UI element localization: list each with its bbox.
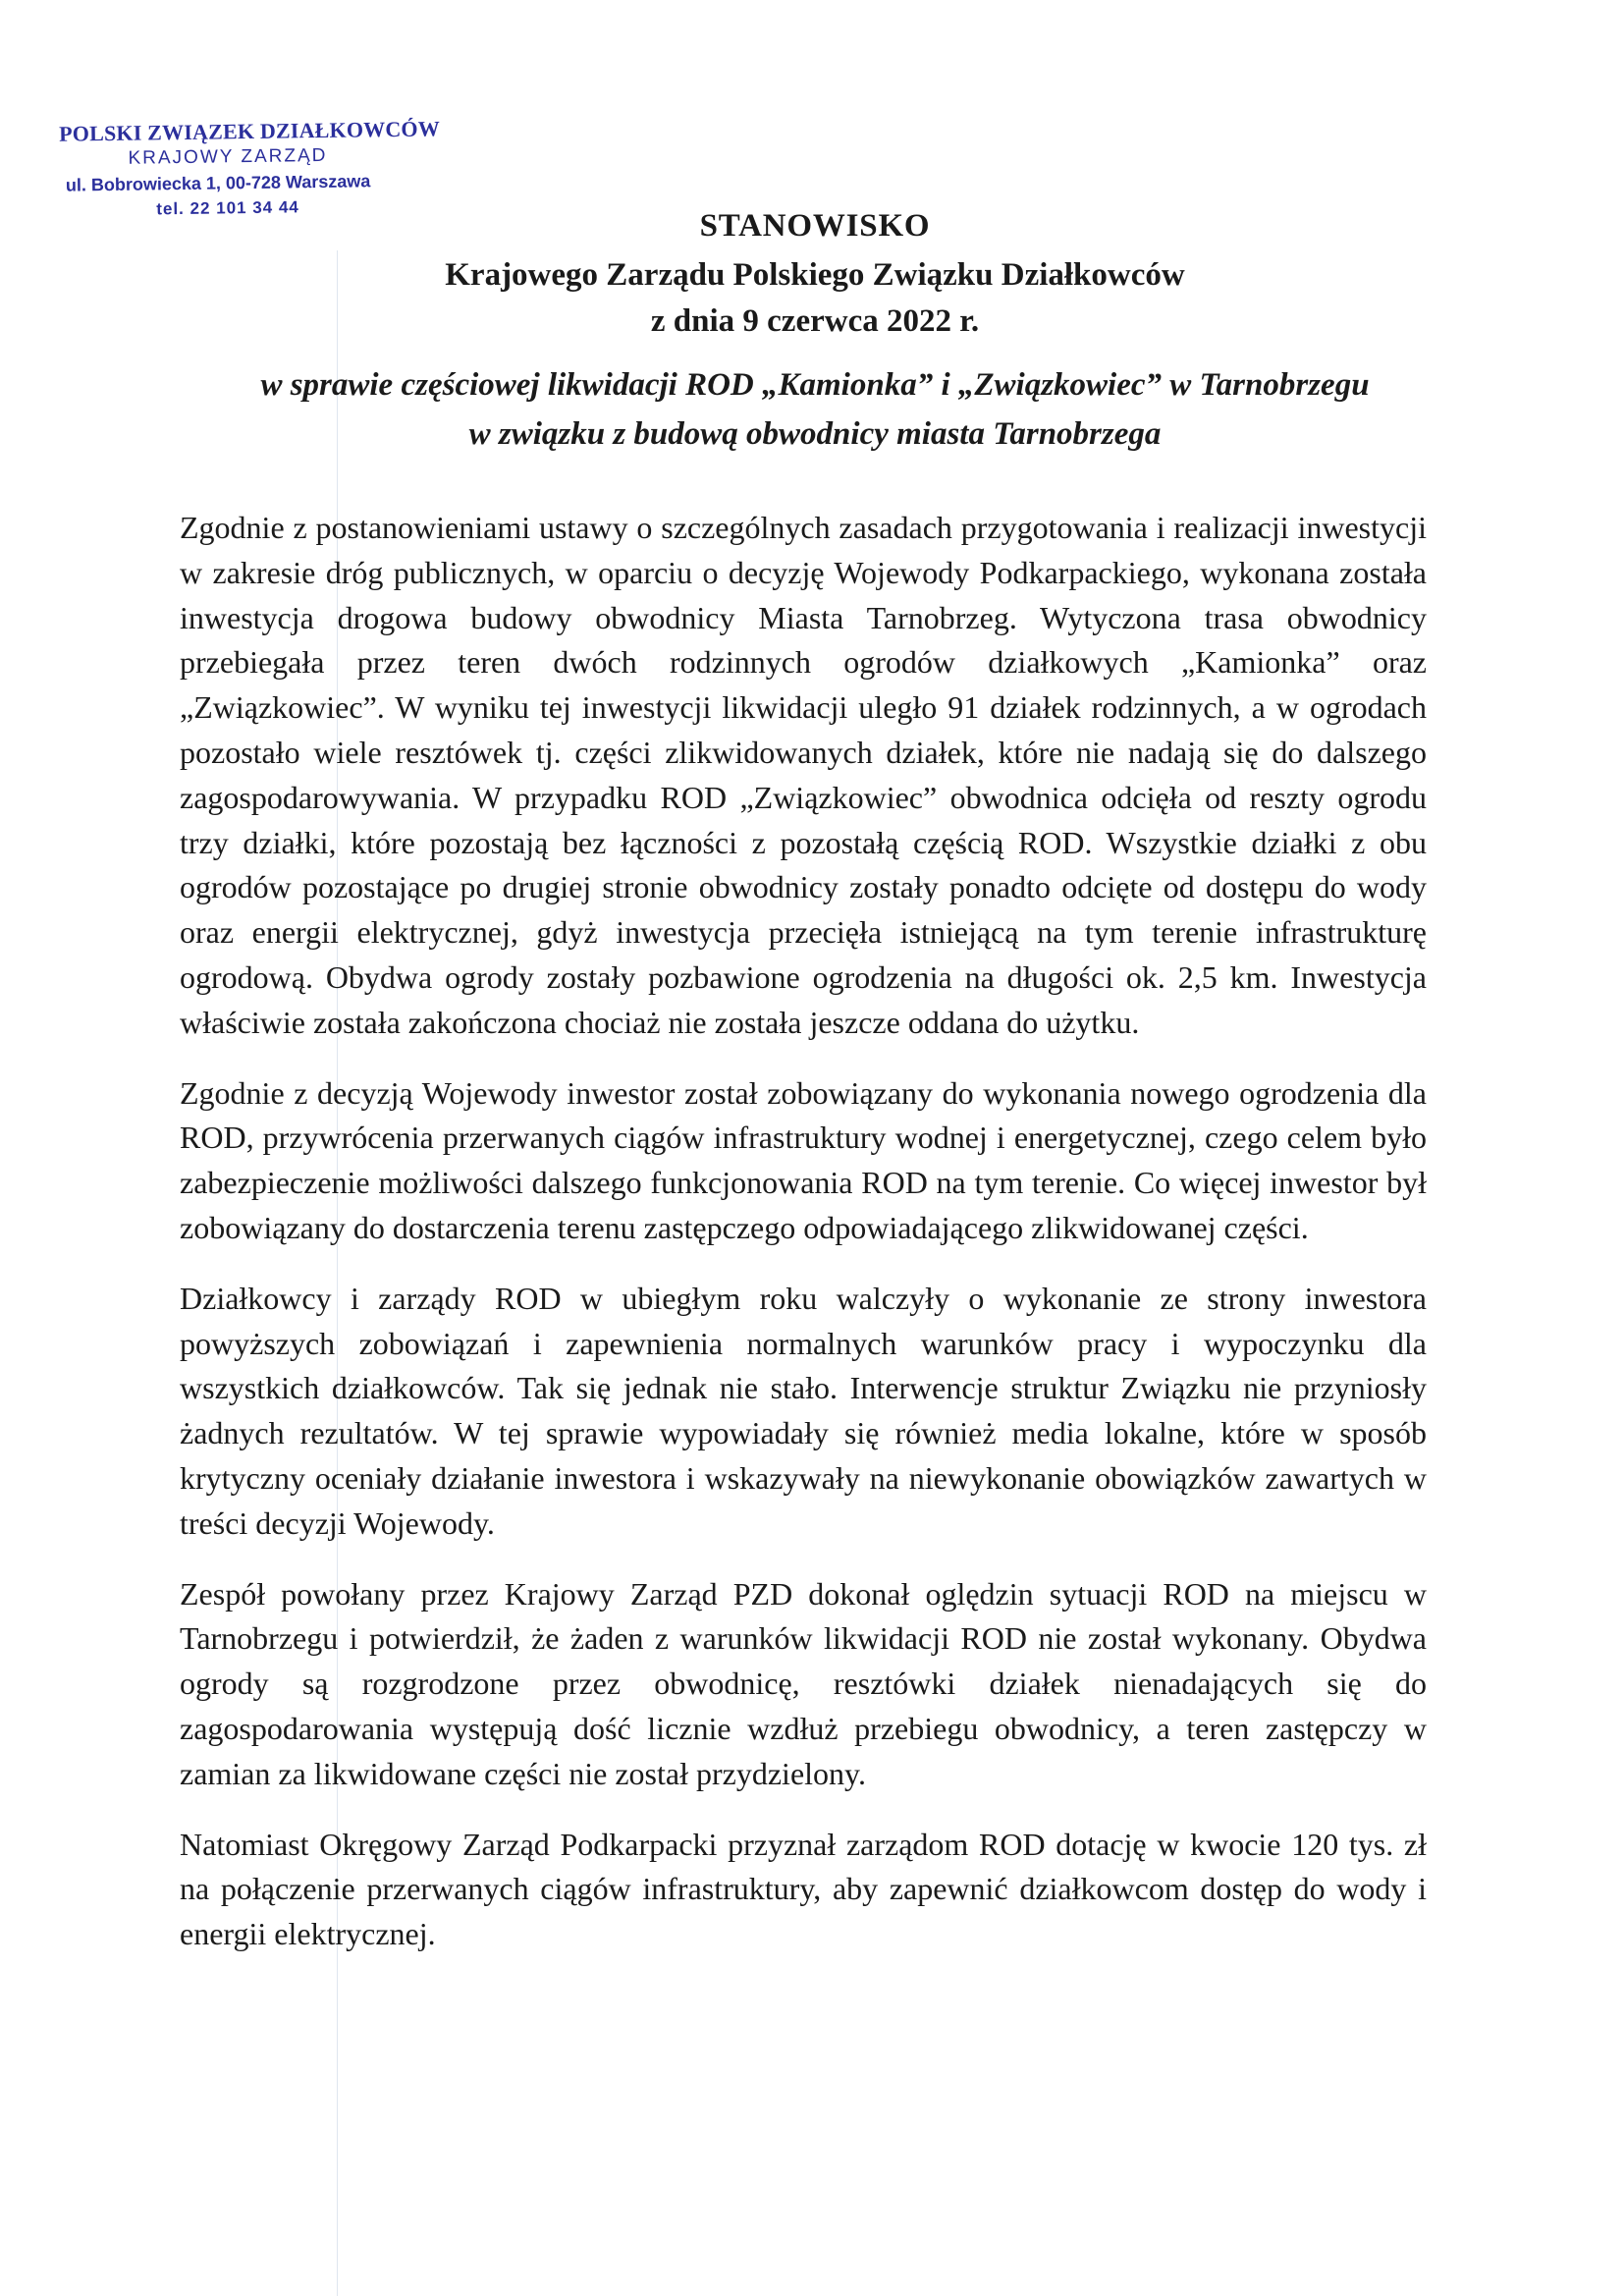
paragraph: Działkowcy i zarządy ROD w ubiegłym roku walczyły o wykonanie ze strony inwestora powyższych zobowiązań i zapewnienia normalnych warunków pracy i wypoczynku dla wszystkich działkowców. Tak się jednak nie stało. Interwencje struktur Związku nie przyniosły żadnych rezultatów. W tej sprawie wypowiadały się również media lokalne, które w sposób krytyczny oceniały działanie inwestora i wskazywały na niewykonanie obowiązków zawartych w treści decyzji Wojewody. <box>180 1280 1427 1541</box>
stamp-phone: tel. 22 101 34 44 <box>156 197 299 219</box>
paragraph: Zespół powołany przez Krajowy Zarząd PZD dokonał oględzin sytuacji ROD na miejscu w Tarnobrzegu i potwierdził, że żaden z warunków likwidacji ROD nie został wykonany. Obydwa ogrody są rozgrodzone przez obwodnicę, resztówki działek nienadających się do zagospodarowania występują dość licznie wzdłuż przebiegu obwodnicy, a teren zastępczy w zamian za likwidowane części nie został przydzielony. <box>180 1575 1427 1791</box>
stamp-organization-name: POLSKI ZWIĄZEK DZIAŁKOWCÓW <box>58 116 441 146</box>
document-date: z dnia 9 czerwca 2022 r. <box>650 303 980 339</box>
paragraph: Zgodnie z decyzją Wojewody inwestor został zobowiązany do wykonania nowego ogrodzenia dla ROD, przywrócenia przerwanych ciągów infrastruktury wodnej i energetycznej, czego celem było zabezpieczenie możliwości dalszego funkcjonowania ROD na tym terenie. Co więcej inwestor był zobowiązany do dostarczenia terenu zastępczego odpowiadającego zlikwidowanej części. <box>180 1074 1427 1245</box>
paragraph: Natomiast Okręgowy Zarząd Podkarpacki przyznał zarządom ROD dotację w kwocie 120 tys. zł na połączenie przerwanych ciągów infrastruktury, aby zapewnić działkowcom dostęp do wody i energii elektrycznej. <box>180 1826 1427 1952</box>
paragraph: Zgodnie z postanowieniami ustawy o szczególnych zasadach przygotowania i realizacji inwestycji w zakresie dróg publicznych, w oparciu o decyzję Wojewody Podkarpackiego, wykonana została inwestycja drogowa budowy obwodnicy Miasta Tarnobrzeg. Wytyczona trasa obwodnicy przebiegała przez teren dwóch rodzinnych ogrodów działkowych „Kamionka” oraz „Związkowiec”. W wyniku tej inwestycji likwidacji uległo 91 działek rodzinnych, a w ogrodach pozostało wiele resztówek tj. części zlikwidowanych działek, które nie nadają się do dalszego zagospodarowywania. W przypadku ROD „Związkowiec” obwodnica odcięła od reszty ogrodu trzy działki, które pozostają bez łączności z pozostałą częścią ROD. Wszystkie działki z obu ogrodów pozostające po drugiej stronie obwodnicy zostały ponadto odcięte od dostępu do wody oraz energii elektrycznej, gdyż inwestycja przecięła istniejącą na tym terenie infrastrukturę ogrodową. Obydwa ogrody zostały pozbawione ogrodzenia na długości ok. 2,5 km. Inwestycja właściwie została zakończona chociaż nie została jeszcze oddana do użytku. <box>180 510 1427 1040</box>
stamp-address: ul. Bobrowiecka 1, 00-728 Warszawa <box>65 171 371 195</box>
document-title: STANOWISKO <box>699 208 931 244</box>
document-body <box>180 506 1427 1983</box>
document-subtitle: Krajowego Zarządu Polskiego Związku Działkowców <box>445 257 1185 293</box>
stamp-board-name: KRAJOWY ZARZĄD <box>128 144 328 169</box>
document-topic-line-1: w sprawie częściowej likwidacji ROD „Kamionka” i „Związkowiec” w Tarnobrzegu <box>260 367 1370 403</box>
document-topic-line-2: w związku z budową obwodnicy miasta Tarnobrzega <box>468 416 1162 452</box>
